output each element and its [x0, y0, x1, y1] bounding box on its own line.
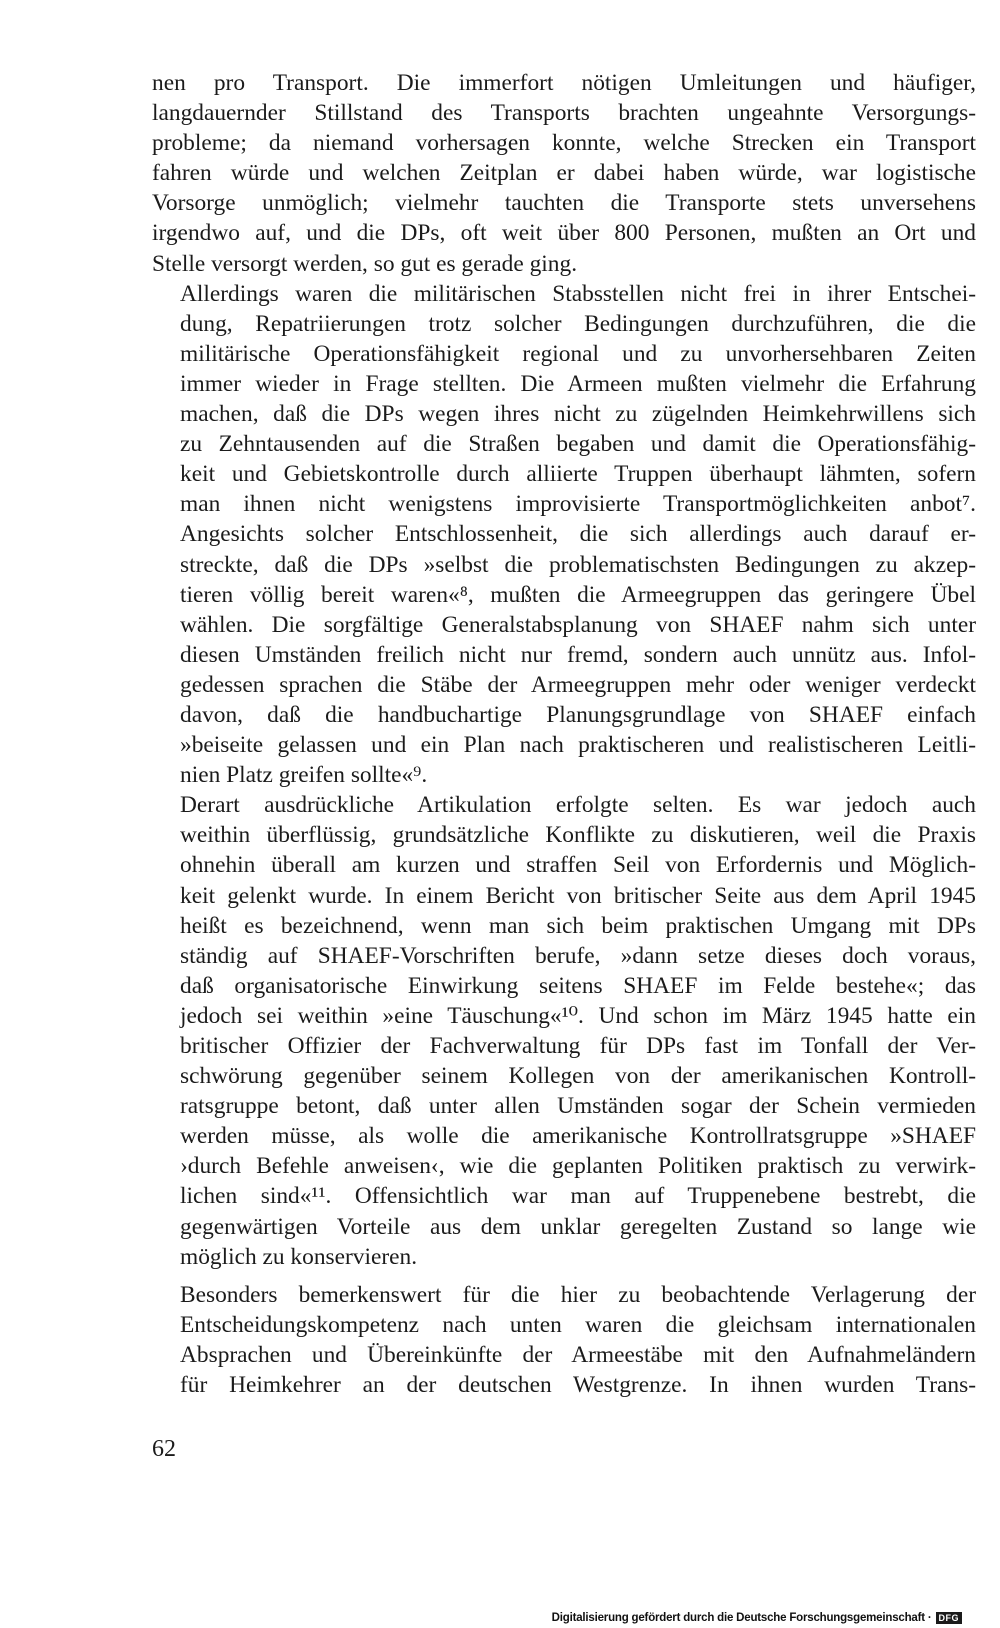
text-line: diesen Umständen freilich nicht nur fremd, sondern auch unnütz aus. Infol-	[180, 641, 976, 668]
text-line: langdauernder Stillstand des Transports brachten ungeahnte Versorgungs-	[152, 100, 976, 127]
text-line: dung, Repatriierungen trotz solcher Bedingungen durchzuführen, die die	[180, 310, 976, 337]
text-line: schwörung gegenüber seinem Kollegen von der amerikanischen Kontroll-	[180, 1063, 976, 1090]
text-line: daß organisatorische Einwirkung seitens SHAEF im Felde bestehe«; das	[180, 972, 976, 999]
dfg-logo-icon: DFG	[936, 1612, 963, 1624]
text-line: ›durch Befehle anweisen‹, wie die geplanten Politiken praktisch zu verwirk-	[180, 1153, 976, 1180]
paragraph-4	[152, 1280, 976, 1400]
text-line: lichen sind«¹¹. Offensichtlich war man auf Truppenebene bestrebt, die	[180, 1183, 976, 1210]
body-text	[152, 68, 976, 1400]
text-line: tieren völlig bereit waren«⁸, mußten die Armeegruppen das geringere Übel	[180, 581, 976, 608]
credit-text: Digitalisierung gefördert durch die Deutsche Forschungsgemeinschaft ·	[551, 1612, 932, 1624]
text-line: man ihnen nicht wenigstens improvisierte Transportmöglichkeiten anbot⁷.	[180, 491, 976, 518]
page-number: 62	[152, 1436, 176, 1462]
text-line: machen, daß die DPs wegen ihres nicht zu zügelnden Heimkehrwillens sich	[180, 401, 976, 428]
text-line: probleme; da niemand vorhersagen konnte, welche Strecken ein Transport	[152, 130, 976, 157]
text-line: zu Zehntausenden auf die Straßen begaben und damit die Operationsfähig-	[180, 431, 976, 458]
text-line: fahren würde und welchen Zeitplan er dabei haben würde, war logistische	[152, 160, 976, 187]
text-line: für Heimkehrer an der deutschen Westgrenze. In ihnen wurden Trans-	[180, 1372, 976, 1399]
text-line: Angesichts solcher Entschlossenheit, die sich allerdings auch darauf er-	[180, 521, 976, 548]
text-line: nen pro Transport. Die immerfort nötigen Umleitungen und häufiger,	[152, 70, 976, 96]
text-line: immer wieder in Frage stellten. Die Armeen mußten vielmehr die Erfahrung	[180, 370, 976, 397]
text-line: davon, daß die handbuchartige Planungsgrundlage von SHAEF einfach	[180, 701, 976, 728]
text-line: ständig auf SHAEF-Vorschriften berufe, »dann setze dieses doch voraus,	[180, 942, 976, 969]
text-line: Absprachen und Übereinkünfte der Armeestäbe mit den Aufnahmeländern	[180, 1341, 976, 1368]
text-line: jedoch sei weithin »eine Täuschung«¹⁰. Und schon im März 1945 hatte ein	[180, 1002, 976, 1029]
paragraph-1	[152, 68, 976, 279]
text-line: ratsgruppe betont, daß unter allen Umständen sogar der Schein vermieden	[180, 1093, 976, 1120]
text-line: britischer Offizier der Fachverwaltung für DPs fast im Tonfall der Ver-	[180, 1033, 976, 1059]
paragraph-2	[152, 279, 976, 791]
text-line: gedessen sprachen die Stäbe der Armeegruppen mehr oder weniger verdeckt	[180, 671, 976, 698]
text-line: keit gelenkt wurde. In einem Bericht von britischer Seite aus dem April 1945	[180, 882, 976, 909]
text-line: streckte, daß die DPs »selbst die problematischsten Bedingungen zu akzep-	[180, 551, 976, 578]
text-line: Stelle versorgt werden, so gut es gerade ging.	[152, 250, 578, 277]
text-line: gegenwärtigen Vorteile aus dem unklar geregelten Zustand so lange wie	[180, 1213, 976, 1240]
text-line: Derart ausdrückliche Artikulation erfolgte selten. Es war jedoch auch	[180, 792, 976, 819]
text-line: ohnehin überall am kurzen und straffen Seil von Erfordernis und Möglich-	[180, 852, 976, 879]
text-line: Allerdings waren die militärischen Stabsstellen nicht frei in ihrer Entschei-	[180, 280, 976, 307]
text-line: heißt es bezeichnend, wenn man sich beim praktischen Umgang mit DPs	[180, 912, 976, 939]
text-line: Entscheidungskompetenz nach unten waren die gleichsam internationalen	[180, 1311, 976, 1338]
paragraph-3	[152, 790, 976, 1272]
digitization-credit	[552, 1612, 962, 1624]
text-line: werden müsse, als wolle die amerikanische Kontrollratsgruppe »SHAEF	[180, 1123, 976, 1150]
text-line: Besonders bemerkenswert für die hier zu beobachtende Verlagerung der	[180, 1281, 976, 1308]
text-line: Vorsorge unmöglich; vielmehr tauchten die Transporte stets unversehens	[152, 190, 976, 217]
text-line: nien Platz greifen sollte«⁹.	[180, 762, 428, 789]
text-line: weithin überflüssig, grundsätzliche Konflikte zu diskutieren, weil die Praxis	[180, 822, 976, 849]
text-line: irgendwo auf, und die DPs, oft weit über 800 Personen, mußten an Ort und	[152, 220, 976, 247]
text-line: möglich zu konservieren.	[180, 1243, 418, 1270]
text-line: »beiseite gelassen und ein Plan nach praktischeren und realistischeren Leitli-	[180, 732, 976, 759]
text-line: keit und Gebietskontrolle durch alliierte Truppen überhaupt lähmten, sofern	[180, 461, 976, 488]
text-line: wählen. Die sorgfältige Generalstabsplanung von SHAEF nahm sich unter	[180, 611, 976, 638]
text-line: militärische Operationsfähigkeit regional und zu unvorhersehbaren Zeiten	[180, 340, 976, 367]
